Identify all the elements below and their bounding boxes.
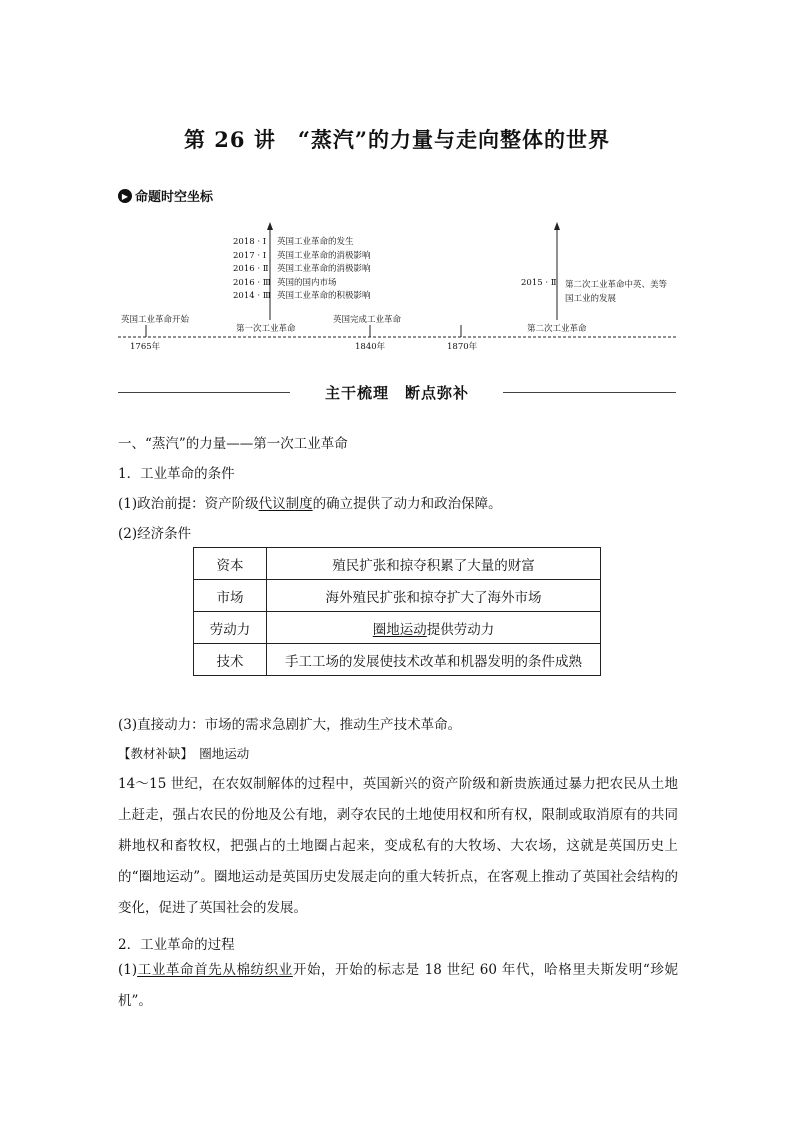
table-value: 手工工场的发展使技术改革和机器发明的条件成熟 — [267, 644, 601, 676]
table-key: 技术 — [194, 644, 267, 676]
supplement-label: 【教材补缺】 圈地运动 — [118, 746, 250, 761]
text-span: (1) — [118, 962, 138, 978]
table-value — [267, 612, 601, 644]
exam-years-left — [233, 236, 271, 304]
underlined-term: 工业革命首先从 — [137, 962, 237, 978]
page-title: 第 26 讲 “蒸汽”的力量与走向整体的世界 — [183, 127, 610, 152]
exam-topic: 英国工业革命的消极影响 — [277, 264, 371, 274]
event-second-revolution: 第二次工业革命 — [527, 324, 587, 334]
table-row — [194, 580, 601, 612]
underlined-term: 圈地运动 — [372, 621, 427, 638]
heading-level1: 一、“蒸汽”的力量——第一次工业革命 — [118, 436, 348, 452]
text-span: 的确立提供了动力和政治保障。 — [312, 496, 502, 512]
text-span: 提供劳动力 — [426, 621, 495, 638]
exam-year: 2017 · Ⅰ — [233, 250, 267, 261]
year-1765: 1765年 — [130, 342, 161, 352]
exam-topic-right — [565, 278, 667, 306]
exam-topic-right-line: 国工业的发展 — [565, 294, 617, 304]
section-title: 主干梳理 断点弥补 — [324, 384, 469, 402]
paragraph-economic: (2)经济条件 — [118, 526, 192, 542]
exam-topic: 英国工业革命的积极影响 — [277, 291, 371, 301]
table-key: 资本 — [194, 548, 267, 580]
table-value: 海外殖民扩张和掠夺扩大了海外市场 — [267, 580, 601, 612]
paragraph-direct-motive: (3)直接动力：市场的需求急剧扩大，推动生产技术革命。 — [118, 717, 462, 733]
underlined-term: 代议制度 — [258, 496, 313, 512]
paragraph-process — [118, 955, 678, 1017]
economic-conditions-table — [193, 547, 601, 676]
exam-year: 2016 · Ⅲ — [233, 277, 271, 288]
text-span: 开始，开始的标志是 18 世纪 60 年代，哈格里夫斯发明“珍妮机”。 — [118, 962, 678, 1009]
exam-year-right: 2015 · Ⅱ — [521, 278, 557, 288]
exam-year: 2014 · Ⅲ — [233, 291, 271, 301]
table-key: 市场 — [194, 580, 267, 612]
exam-year: 2018 · Ⅰ — [233, 237, 267, 247]
timeline-heading-text: 命题时空坐标 — [135, 190, 214, 205]
paragraph-political — [118, 492, 502, 512]
table-row — [194, 548, 601, 580]
arrow-head-second — [554, 222, 560, 230]
event-complete: 英国完成工业革命 — [333, 315, 402, 325]
play-circle-icon: ▶ — [118, 189, 132, 203]
exam-year: 2016 · Ⅱ — [233, 264, 269, 274]
supplement-paragraph: 14～15 世纪，在农奴制解体的过程中，英国新兴的资产阶级和新贵族通过暴力把农民从土地上赶走，强占农民的份地及公有地，剥夺农民的土地使用权和所有权，限制或取消原有的共同耕地权和畜牧权，把强占的土地圈占起来，变成私有的大牧场、大农场，这就是英国历史上的“圈地运动”。圈地运动是英国历史发展走向的重大转折点，在客观上推动了英国社会结构的变化，促进了英国社会的发展。 — [118, 776, 678, 916]
heading-process: 2．工业革命的过程 — [118, 937, 235, 953]
exam-topic: 英国工业革命的消极影响 — [277, 250, 371, 261]
exam-topic: 英国工业革命的发生 — [277, 237, 354, 247]
arrow-head-first — [267, 222, 273, 230]
exam-topics-left — [277, 236, 371, 304]
table-row — [194, 612, 601, 644]
text-span: (1)政治前提：资产阶级 — [118, 496, 259, 512]
year-1840: 1840年 — [355, 342, 386, 352]
table-row — [194, 644, 601, 676]
exam-topic-right-line: 第二次工业革命中英、美等 — [565, 280, 668, 290]
year-1870: 1870年 — [447, 342, 478, 352]
table-value: 殖民扩张和掠夺积累了大量的财富 — [267, 548, 601, 580]
exam-topic: 英国的国内市场 — [277, 277, 337, 288]
underlined-term: 棉纺织业 — [236, 962, 293, 978]
timeline-chart — [0, 0, 794, 360]
event-first-revolution: 第一次工业革命 — [236, 324, 296, 334]
heading-conditions: 1．工业革命的条件 — [118, 466, 235, 482]
table-key: 劳动力 — [194, 612, 267, 644]
event-start: 英国工业革命开始 — [121, 315, 190, 325]
